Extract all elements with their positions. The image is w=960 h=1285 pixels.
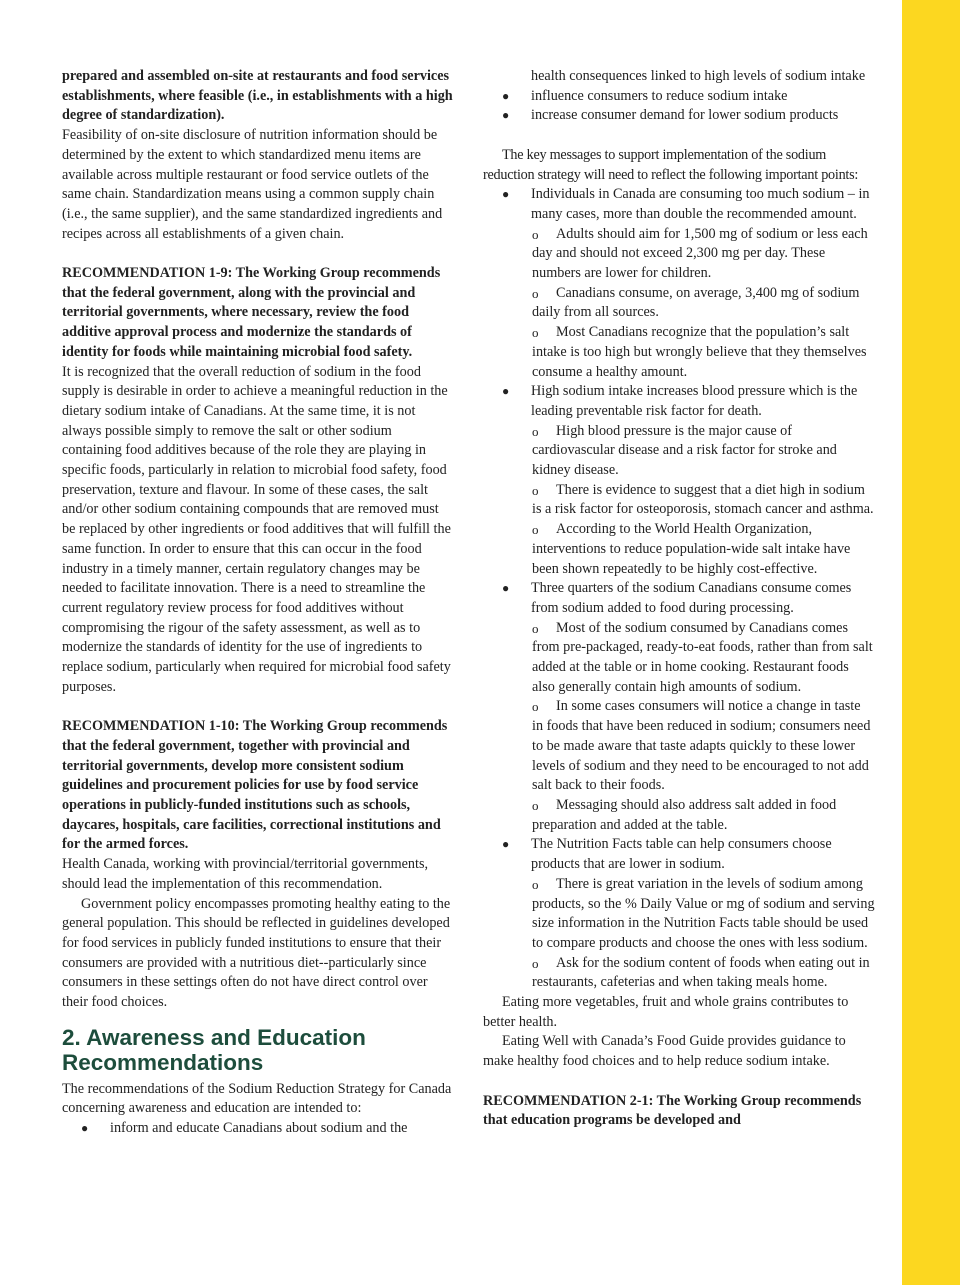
left-column [62,67,454,1139]
sub-point-text: There is evidence to suggest that a diet high in sodium is a risk factor for osteoporosis, stomach cancer and asthma. [532,481,874,518]
key-point: ● High sodium intake increases blood pressure which is the leading preventable risk factor for death. [483,382,875,421]
paragraph: Government policy encompasses promoting healthy eating to the general population. This should be reflected in guidelines developed for food services in publicly funded institutions to ensure that their consumers are provided with a nutritious diet--particularly since consumers in these settings often do not have direct control over their food choices. [62,895,451,1011]
sub-point [483,697,875,796]
section-heading: 2. Awareness and Education Recommendations [62,1024,366,1076]
sub-point [483,954,875,993]
bullet-item: ● increase consumer demand for lower sodium products [483,106,875,126]
recommendation-continuation: prepared and assembled on-site at restaurants and food services establishments, where feasible (i.e., in establishments with a high degree of standardization). [62,68,453,124]
section-intro: The recommendations of the Sodium Reduction Strategy for Canada concerning awareness and education are intended to: [62,1080,452,1117]
right-column [483,67,875,1131]
circle-bullet-icon: o [532,876,539,892]
yellow-side-bar [902,0,960,1285]
recommendation-1-9: RECOMMENDATION 1-9: The Working Group recommends that the federal government, along with the provincial and territorial governments, where necessary, review the food additive approval process and modernize the standards of identity for foods while maintaining microbial food safety. [62,265,441,360]
circle-bullet-icon: o [532,423,539,439]
sub-point-text: Most Canadians recognize that the population’s salt intake is too high but wrongly believe that they themselves consume a healthy amount. [532,324,867,380]
circle-bullet-icon: o [532,699,539,715]
sub-point-text: Canadians consume, on average, 3,400 mg of sodium daily from all sources. [532,284,860,321]
circle-bullet-icon: o [532,482,539,498]
sub-point [483,875,875,954]
key-point: ● The Nutrition Facts table can help consumers choose products that are lower in sodium. [483,835,875,874]
sub-point-text: High blood pressure is the major cause of cardiovascular disease and a risk factor for stroke and kidney disease. [532,422,837,479]
key-points-list [483,185,875,993]
sub-point-text: According to the World Health Organization, interventions to reduce population-wide salt intake have been shown repeatedly to be highly cost-effective. [532,521,851,577]
sub-point [483,422,875,481]
sub-point [483,284,875,323]
circle-bullet-icon: o [532,325,539,341]
sub-point-text: Adults should aim for 1,500 mg of sodium or less each day and should not exceed 2,300 mg per day. These numbers are lower for children. [532,225,868,282]
sub-point [483,619,875,698]
bullet-item: ● inform and educate Canadians about sodium and the [62,1119,454,1139]
sub-point-text: In some cases consumers will notice a change in taste in foods that have been reduced in sodium; consumers need to be made aware that taste adapts quickly to these lower levels of sodium and they need to be encouraged to not add salt back to their foods. [532,698,871,794]
paragraph: It is recognized that the overall reduction of sodium in the food supply is desirable in order to achieve a meaningful reduction in the dietary sodium intake of Canadians. At the same time, it is not always possible simply to remove the salt or other sodium containing food additives because of the role they are playing in specific foods, particularly in relation to microbial food safety, food preservation, texture and flavour. In some of these cases, the salt and/or other sodium containing compounds that are removed must be replaced by other ingredients or food additives that will fulfill the same function. In order to ensure that this can occur in the food industry in a timely manner, certain regulatory changes may be needed to facilitate innovation. There is a need to streamline the current regulatory review process for food additives without compromising the rigour of the safety assessment, as well as to modernize the standards of identity for the use of ingredients to replace sodium, particularly when required for microbial food safety purposes. [62,363,451,695]
circle-bullet-icon: o [532,226,539,242]
paragraph: Eating Well with Canada’s Food Guide provides guidance to make healthy food choices and to help reduce sodium intake. [483,1033,846,1070]
paragraph: Feasibility of on-site disclosure of nutrition information should be determined by the extent to which standardized menu items are available across multiple restaurant or food service outlets of the same chain. Standardization means using a common supply chain (i.e., the same supplier), and the same standardized ingredients and recipes across all establishments of a given chain. [62,127,443,242]
sub-point [483,481,875,520]
key-point: ● Three quarters of the sodium Canadians consume comes from sodium added to food during processing. [483,579,875,618]
recommendation-2-1: RECOMMENDATION 2-1: The Working Group recommends that education programs be developed and [483,1092,862,1129]
key-point: ● Individuals in Canada are consuming too much sodium – in many cases, more than double the recommended amount. [483,185,875,224]
circle-bullet-icon: o [532,955,539,971]
circle-bullet-icon: o [532,798,539,813]
sub-point-text: There is great variation in the levels of sodium among products, so the % Daily Value or mg of sodium and serving size information in the Nutrition Facts table should be used to compare products and choose the ones with less sodium. [532,875,875,951]
key-messages-intro: The key messages to support implementation of the sodium reduction strategy will need to reflect the following important points: [483,146,859,183]
sub-point [483,520,875,579]
circle-bullet-icon: o [532,285,539,301]
sub-point [483,796,875,835]
sub-point-text: Most of the sodium consumed by Canadians comes from pre-packaged, ready-to-eat foods, rather than from salt added at the table or in home cooking. Restaurant foods also generally contain high amounts of sodium. [532,619,873,695]
paragraph: Eating more vegetables, fruit and whole grains contributes to better health. [483,994,849,1030]
recommendation-1-10: RECOMMENDATION 1-10: The Working Group recommends that the federal government, together with provincial and territorial governments, develop more consistent sodium guidelines and procurement policies for use by food service operations in publicly-funded institutions such as schools, daycares, hospitals, care facilities, correctional institutions and for the armed forces. [62,718,448,853]
sub-point-text: Ask for the sodium content of foods when eating out in restaurants, cafeterias and when taking meals home. [532,954,870,991]
paragraph: Health Canada, working with provincial/territorial governments, should lead the implementation of this recommendation. [62,856,429,892]
circle-bullet-icon: o [532,522,539,538]
circle-bullet-icon: o [532,620,539,636]
sub-point [483,323,875,382]
bullet-continuation: health consequences linked to high levels of sodium intake [531,68,866,84]
sub-point [483,225,875,284]
bullet-item: ● influence consumers to reduce sodium intake [483,87,875,107]
sub-point-text: Messaging should also address salt added in food preparation and added at the table. [532,797,837,833]
